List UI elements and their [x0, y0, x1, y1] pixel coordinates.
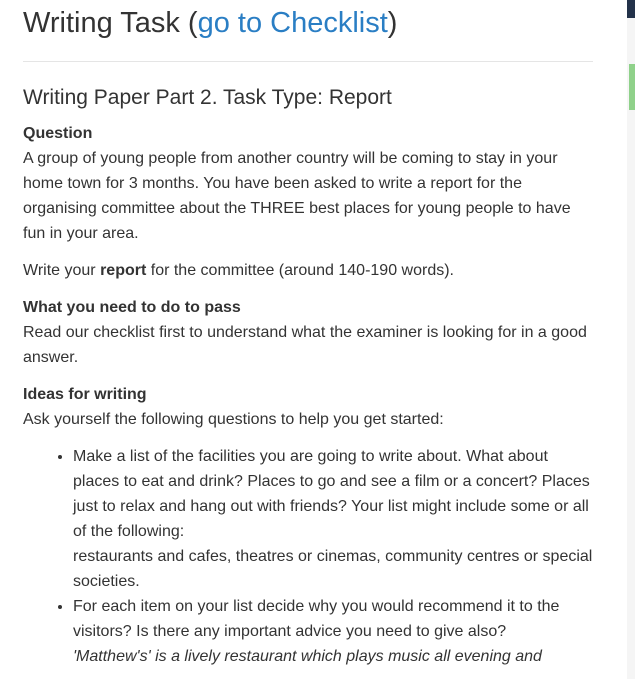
main-content	[23, 0, 593, 669]
list-item-text: For each item on your list decide why you would recommend it to the visitors? Is there any important advice you need to give also?	[73, 598, 560, 640]
question-label: Question	[23, 125, 93, 142]
write-prefix: Write your	[23, 262, 101, 279]
pass-section	[23, 295, 593, 370]
ideas-list	[23, 444, 593, 669]
page-title	[23, 0, 593, 41]
list-item-extra: restaurants and cafes, theatres or cinemas, community centres or special societies.	[73, 548, 593, 590]
list-item-text: Make a list of the facilities you are going to write about. What about places to eat and drink? Places to go and see a film or a concert? Places just to relax and hang out with friends? Your list might include some or all of the following:	[73, 448, 590, 540]
write-bold: report	[100, 262, 147, 279]
write-suffix: for the committee (around 140-190 words).	[146, 262, 454, 279]
ideas-section	[23, 382, 593, 669]
write-instruction	[23, 258, 593, 283]
title-divider	[23, 61, 593, 62]
question-section	[23, 121, 593, 246]
page-title-prefix: Writing Task (	[23, 7, 198, 39]
ideas-label: Ideas for writing	[23, 386, 147, 403]
page-title-suffix: )	[387, 7, 398, 39]
question-text: A group of young people from another country will be coming to stay in your home town for 3 months. You have been asked to write a report for the organising committee about the THREE best places for young people to have fun in your area.	[23, 150, 571, 242]
pass-text: Read our checklist first to understand what the examiner is looking for in a good answer.	[23, 324, 587, 366]
list-item	[73, 444, 593, 594]
task-heading: Writing Paper Part 2. Task Type: Report	[23, 86, 392, 109]
ideas-intro: Ask yourself the following questions to help you get started:	[23, 411, 444, 428]
pass-label: What you need to do to pass	[23, 299, 241, 316]
scroll-marker-dark	[627, 0, 635, 18]
go-to-checklist-link[interactable]: go to Checklist	[197, 7, 388, 39]
scroll-marker-green	[629, 64, 635, 110]
side-scroll-indicator	[627, 0, 635, 679]
list-item	[73, 594, 593, 669]
list-item-example: 'Matthew's' is a lively restaurant which plays music all evening and	[73, 648, 542, 665]
